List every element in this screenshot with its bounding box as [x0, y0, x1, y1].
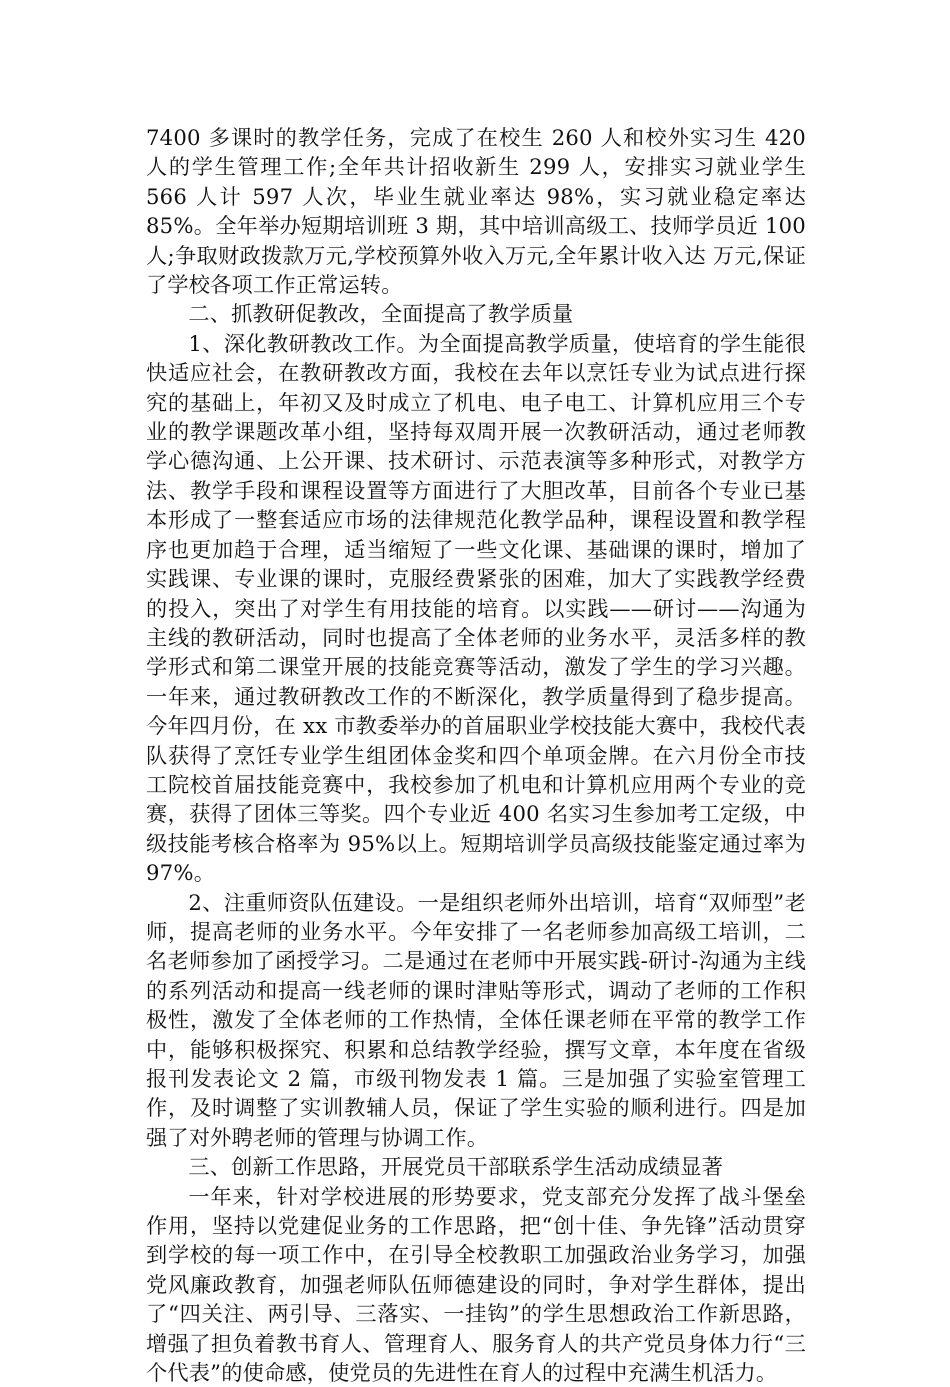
- section-heading-3: 三、创新工作思路，开展党员干部联系学生活动成绩显著: [188, 1154, 724, 1180]
- paragraph-continuation: 7400 多课时的教学任务，完成了在校生 260 人和校外实习生 420 人的学生管理工作;全年共计招收新生 299 人，安排实习就业学生 566 人计 597 人次，毕业生就业率达 98%，实习就业稳定率达 85%。全年举办短期培训班 3 期，其中培训高级工、技师学员近 100 人;争取财政拨款万元,学校预算外收入万元,全年累计收入达 万元,保证了学校各项工作正常运转。: [146, 125, 806, 298]
- section-heading-2: 二、抓教研促教改，全面提高了教学质量: [188, 301, 574, 327]
- paragraph-teacher-training: 2、注重师资队伍建设。一是组织老师外出培训，培育“双师型”老师，提高老师的业务水平。今年安排了一名老师参加高级工培训，二名老师参加了函授学习。二是通过在老师中开展实践-研讨-沟通为主线的系列活动和提高一线老师的课时津贴等形式，调动了老师的工作积极性，激发了全体老师的工作热情，全体任课老师在平常的教学工作中，能够积极探究、积累和总结教学经验，撰写文章，本年度在省级报刊发表论文 2 篇，市级刊物发表 1 篇。三是加强了实验室管理工作，及时调整了实训教辅人员，保证了学生实验的顺利进行。四是加强了对外聘老师的管理与协调工作。: [146, 889, 806, 1150]
- document-body: [146, 123, 806, 1387]
- paragraph-party-work: 一年来，针对学校进展的形势要求，党支部充分发挥了战斗堡垒作用，坚持以党建促业务的工作思路，把“创十佳、争先锋”活动贯穿到学校的每一项工作中，在引导全校教职工加强政治业务学习，加强党风廉政教育，加强老师队伍师德建设的同时，争对学生群体，提出了“四关注、两引导、三落实、一挂钩”的学生思想政治工作新思路，增强了担负着教书育人、管理育人、服务育人的共产党员身体力行“三个代表”的使命感，使党员的先进性在育人的过程中充满生机活力。: [146, 1183, 806, 1386]
- paragraph-teaching-reform: 1、深化教研教改工作。为全面提高教学质量，使培育的学生能很快适应社会，在教研教改方面，我校在去年以烹饪专业为试点进行探究的基础上，年初又及时成立了机电、电子电工、计算机应用三个专业的教学课题改革小组，坚持每双周开展一次教研活动，通过老师教学心德沟通、上公开课、技术研讨、示范表演等多种形式，对教学方法、教学手段和课程设置等方面进行了大胆改革，目前各个专业已基本形成了一整套适应市场的法律规范化教学品种，课程设置和教学程序也更加趋于合理，适当缩短了一些文化课、基础课的课时，增加了实践课、专业课的课时，克服经费紧张的困难，加大了实践教学经费的投入，突出了对学生有用技能的培育。以实践——研讨——沟通为主线的教研活动，同时也提高了全体老师的业务水平，灵活多样的教学形式和第二课堂开展的技能竞赛等活动，激发了学生的学习兴趣。一年来，通过教研教改工作的不断深化，教学质量得到了稳步提高。今年四月份，在 xx 市教委举办的首届职业学校技能大赛中，我校代表队获得了烹饪专业学生组团体金奖和四个单项金牌。在六月份全市技工院校首届技能竞赛中，我校参加了机电和计算机应用两个专业的竞赛，获得了团体三等奖。四个专业近 400 名实习生参加考工定级，中级技能考核合格率为 95%以上。短期培训学员高级技能鉴定通过率为 97%。: [146, 330, 806, 886]
